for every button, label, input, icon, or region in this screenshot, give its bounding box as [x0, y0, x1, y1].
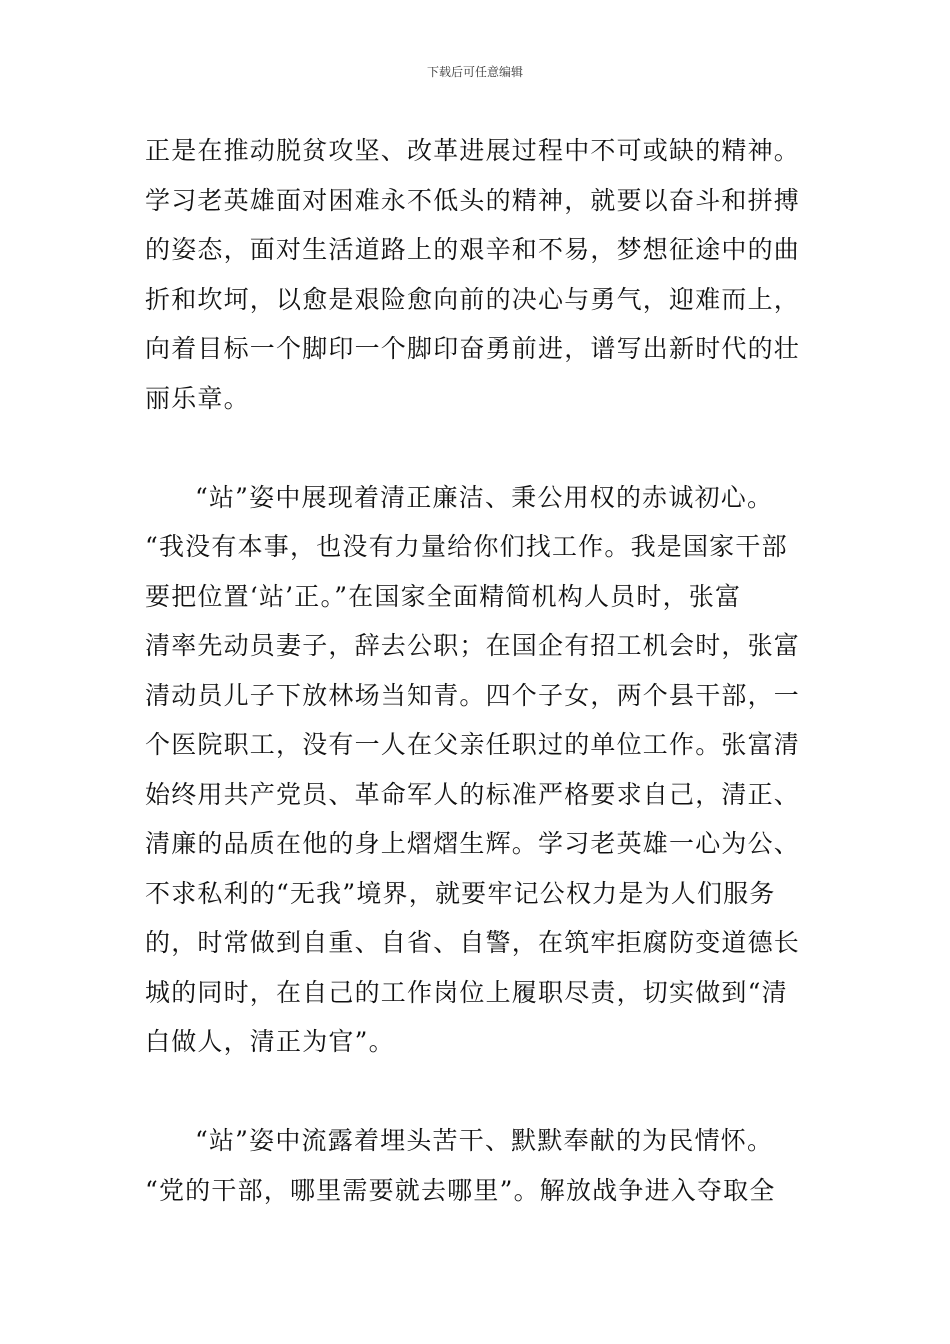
text-line-indented: “站”姿中流露着埋头苦干、默默奉献的为民情怀。 — [195, 1126, 774, 1155]
text-line: 学习老英雄面对困难永不低头的精神，就要以奋斗和拼搏 — [145, 185, 801, 215]
text-line: 白做人，清正为官”。 — [145, 1027, 395, 1056]
text-line: 清率先动员妻子，辞去公职；在国企有招工机会时，张富 — [145, 631, 801, 660]
document-body — [145, 126, 810, 1215]
text-line: 个医院职工，没有一人在父亲任职过的单位工作。张富清 — [145, 730, 801, 759]
text-line: 正是在推动脱贫攻坚、改革进展过程中不可或缺的精神。 — [145, 136, 801, 165]
text-line: 清廉的品质在他的身上熠熠生辉。学习老英雄一心为公、 — [145, 829, 801, 858]
text-line: 城的同时，在自己的工作岗位上履职尽责，切实做到“清 — [145, 977, 788, 1007]
page-header-note: 下载后可任意编辑 — [426, 65, 523, 79]
text-line: “我没有本事，也没有力量给你们找工作。我是国家干部 — [145, 532, 788, 561]
paragraph-1 — [145, 126, 810, 423]
text-line: 不求私利的“无我”境界，就要牢记公权力是为人们服务 — [145, 878, 776, 908]
text-line: 向着目标一个脚印一个脚印奋勇前进，谱写出新时代的壮 — [145, 334, 801, 363]
paragraph-3 — [145, 1116, 810, 1215]
text-line: 的，时常做到自重、自省、自警，在筑牢拒腐防变道德长 — [145, 928, 801, 957]
text-line: 要把位置‘站’正。”在国家全面精简机构人员时，张富 — [145, 581, 742, 611]
text-line: 始终用共产党员、革命军人的标准严格要求自己，清正、 — [145, 779, 801, 809]
text-line: “党的干部，哪里需要就去哪里”。解放战争进入夺取全 — [145, 1175, 776, 1205]
text-line: 的姿态，面对生活道路上的艰辛和不易，梦想征途中的曲 — [145, 235, 801, 264]
text-line: 清动员儿子下放林场当知青。四个子女，两个县干部，一 — [145, 680, 801, 710]
text-line: 丽乐章。 — [145, 383, 250, 413]
paragraph-2 — [145, 473, 810, 1067]
text-line-indented: “站”姿中展现着清正廉洁、秉公用权的赤诚初心。 — [195, 482, 774, 512]
text-line: 折和坎坷，以愈是艰险愈向前的决心与勇气，迎难而上， — [145, 284, 801, 314]
